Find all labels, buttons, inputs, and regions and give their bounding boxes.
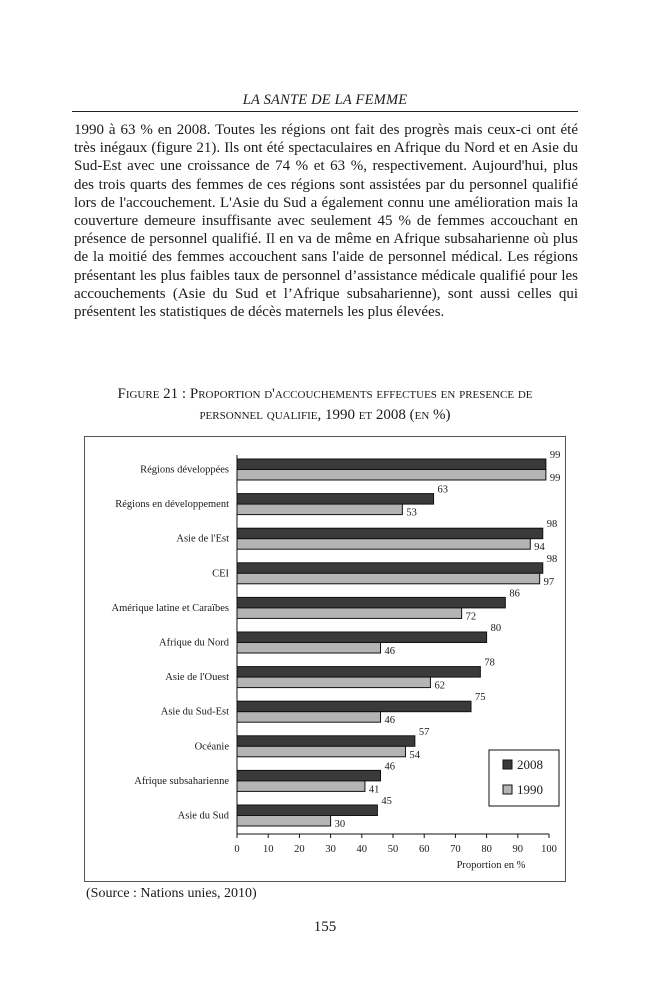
category-label: Afrique du Nord — [159, 637, 229, 649]
data-label-2008: 63 — [437, 484, 449, 496]
bar-2008 — [237, 770, 381, 781]
legend-label-2008: 2008 — [517, 757, 543, 772]
data-label-2008: 78 — [484, 657, 495, 669]
data-label-2008: 86 — [509, 588, 520, 600]
x-tick-label: 80 — [481, 844, 492, 855]
data-label-2008: 80 — [490, 623, 502, 634]
category-label: Régions développées — [140, 464, 229, 476]
bar-2008 — [237, 736, 415, 747]
category-label: Asie de l'Ouest — [165, 672, 229, 684]
data-label-1990: 62 — [434, 680, 445, 692]
legend-swatch-1990 — [503, 785, 512, 794]
data-label-1990: 97 — [543, 576, 555, 588]
bar-2008 — [237, 632, 487, 643]
bar-2008 — [237, 597, 505, 608]
bar-chart — [85, 437, 567, 883]
category-label: Afrique subsaharienne — [134, 775, 229, 787]
figure-source: (Source : Nations unies, 2010) — [86, 886, 257, 901]
bar-2008 — [237, 667, 480, 678]
data-label-1990: 94 — [534, 542, 545, 554]
legend-label-1990: 1990 — [517, 782, 543, 797]
bar-1990 — [237, 470, 546, 481]
data-label-2008: 57 — [418, 726, 430, 738]
figure-caption-line1: Figure 21 : Proportion d'accouchements effectues en presence de — [117, 386, 533, 402]
legend-swatch-2008 — [503, 760, 512, 769]
x-tick-label: 70 — [450, 844, 461, 855]
x-tick-label: 10 — [262, 844, 274, 855]
data-label-1990: 54 — [409, 749, 420, 761]
bar-2008 — [237, 528, 543, 539]
bar-1990 — [237, 781, 365, 792]
bar-2008 — [237, 563, 543, 574]
category-label: Asie de l'Est — [176, 533, 229, 545]
figure-caption — [72, 384, 578, 426]
category-label: Régions en développement — [115, 499, 229, 511]
category-label: Asie du Sud-Est — [160, 706, 229, 718]
bar-1990 — [237, 712, 381, 723]
bar-1990 — [237, 608, 462, 619]
bar-2008 — [237, 805, 377, 816]
running-head: LA SANTE DE LA FEMME — [242, 92, 408, 108]
data-label-1990: 46 — [384, 646, 396, 657]
chart-frame — [84, 436, 566, 882]
body-paragraph: 1990 à 63 % en 2008. Toutes les régions ont fait des progrès mais ceux-ci ont été très inégaux (figure 21). Ils ont été spectaculaires en Afrique du Nord et en Asie du Sud-Est avec une croissance de 74 % et 63 %, respectivement. Aujourd'hui, plus des trois quarts des femmes de ces régions sont assistées par du personnel qualifié lors de l'accouchement. L'Asie du Sud a également connu une amélioration mais la couverture demeure insuffisante avec seulement 45 % de femmes accouchant en présence de personnel qualifié. Il en va de même en Afrique subsaharienne où plus de la moitié des femmes accouchent sans l'aide de personnel médical. Les régions présentant les plus faibles taux de personnel d’assistance médicale qualifié pour les accouchements (Asie du Sud et l’Afrique subsaharienne), sont aussi celles qui présentent les statistiques de décès maternels les plus élevées. — [74, 122, 578, 321]
x-tick-label: 50 — [387, 844, 399, 855]
bar-1990 — [237, 677, 430, 688]
data-label-2008: 45 — [381, 796, 392, 807]
data-label-1990: 41 — [368, 784, 380, 796]
figure-caption-line2: personnel qualifie, 1990 et 2008 (en %) — [199, 407, 451, 423]
data-label-2008: 99 — [549, 450, 561, 461]
header-rule — [72, 111, 578, 112]
bar-2008 — [237, 459, 546, 470]
data-label-1990: 53 — [406, 507, 417, 519]
category-label: Amérique latine et Caraïbes — [111, 602, 229, 614]
data-label-2008: 46 — [384, 761, 396, 773]
x-tick-label: 40 — [356, 844, 368, 855]
data-label-2008: 98 — [546, 553, 558, 565]
x-tick-label: 100 — [541, 844, 557, 855]
data-label-2008: 75 — [475, 692, 486, 704]
x-tick-label: 30 — [325, 844, 336, 855]
category-label: Océanie — [194, 741, 229, 753]
category-label: CEI — [212, 568, 229, 580]
bar-2008 — [237, 701, 471, 712]
page-number: 155 — [313, 919, 337, 935]
bar-1990 — [237, 539, 530, 550]
bar-1990 — [237, 643, 381, 654]
category-label: Asie du Sud — [177, 810, 229, 822]
data-label-1990: 30 — [334, 819, 346, 830]
bar-1990 — [237, 746, 405, 757]
data-label-2008: 98 — [546, 519, 558, 531]
data-label-1990: 46 — [384, 715, 396, 727]
bar-1990 — [237, 573, 540, 584]
x-tick-label: 90 — [512, 844, 524, 855]
x-tick-label: 60 — [418, 844, 430, 855]
data-label-1990: 99 — [549, 473, 561, 484]
data-label-1990: 72 — [465, 611, 477, 623]
bar-1990 — [237, 504, 402, 514]
x-tick-label: 0 — [234, 844, 240, 855]
bar-1990 — [237, 816, 331, 827]
bar-2008 — [237, 494, 434, 505]
x-tick-label: 20 — [294, 844, 305, 855]
x-axis-title: Proportion en % — [456, 860, 526, 871]
